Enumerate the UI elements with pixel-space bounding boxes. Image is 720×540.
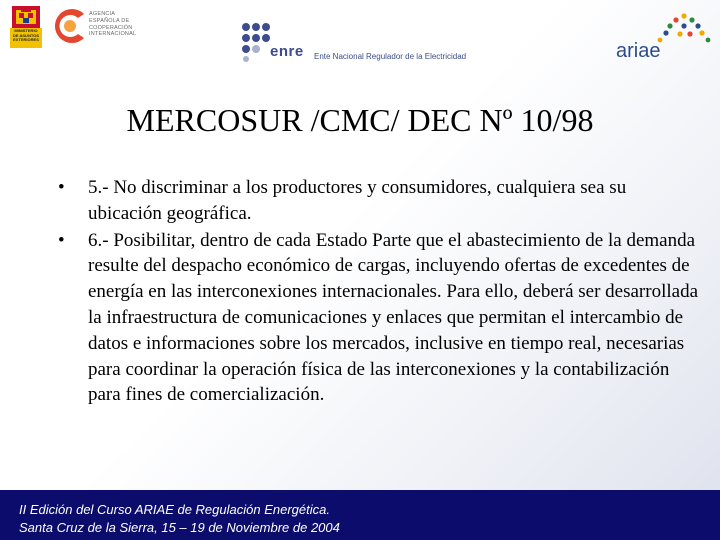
enre-wordmark: enre: [270, 43, 304, 60]
enre-full-name: Ente Nacional Regulador de la Electricidad: [314, 52, 467, 61]
bullet-marker: •: [58, 229, 65, 251]
ariae-wordmark: ariae: [616, 40, 661, 62]
header-logos: [0, 0, 720, 72]
ministry-label: MINISTERIO DE ASUNTOS EXTERIORES: [12, 28, 39, 42]
aecid-label: AGENCIA ESPAÑOLA DE COOPERACIÓN INTERNACIONAL: [89, 11, 137, 38]
bullet-item: [58, 228, 698, 409]
footer-bar: [0, 490, 720, 540]
bullet-text: 5.- No discriminar a los productores y consumidores, cualquiera sea su ubicación geográfica.: [88, 177, 627, 224]
ariae-dots-icon: [654, 12, 714, 46]
aecid-logo-icon: [48, 4, 88, 48]
footer-course-line: II Edición del Curso ARIAE de Regulación Energética.: [19, 502, 330, 517]
footer-location-line: Santa Cruz de la Sierra, 15 – 19 de Noviembre de 2004: [19, 520, 340, 535]
bullet-list: [58, 175, 698, 409]
bullet-text: 6.- Posibilitar, dentro de cada Estado Parte que el abastecimiento de la demanda resulte del despacho económico de cargas, incluyendo ofertas de excedentes de energía en las interconexiones internacionales. Para ello, deberá ser desarrollada la infraestructura de comunicaciones y enlaces que permitan el intercambio de datos e informaciones sobre los mercados, inclusive en tiempo real, necesarias para coordinar la operación física de las interconexiones y la contabilización para fines de comercialización.: [88, 229, 699, 406]
bullet-item: [58, 175, 698, 227]
bullet-marker: •: [58, 177, 65, 198]
slide-title: MERCOSUR /CMC/ DEC Nº 10/98: [126, 102, 594, 138]
